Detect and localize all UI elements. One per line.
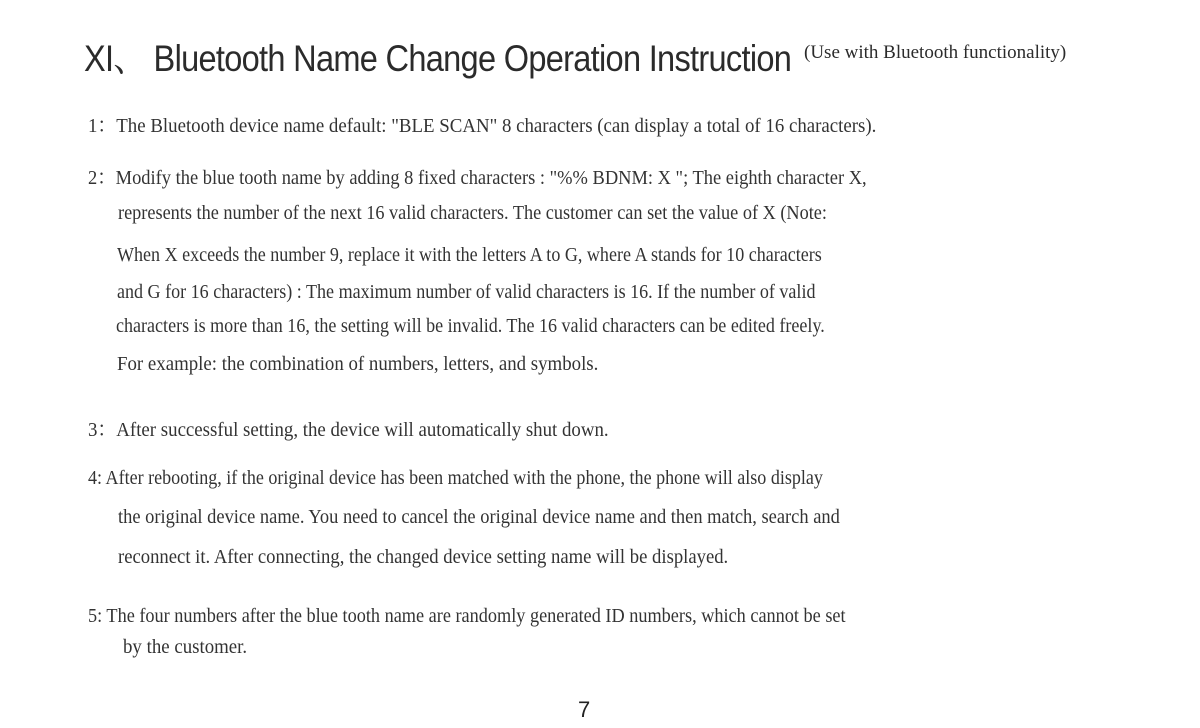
item-2-line-5: characters is more than 16, the setting will be invalid. The 16 valid characters can be edited freely. [116, 315, 825, 337]
item-2-line-3: When X exceeds the number 9, replace it with the letters A to G, where A stands for 10 characters [117, 244, 822, 266]
item-4-line-3: reconnect it. After connecting, the changed device setting name will be displayed. [118, 546, 729, 568]
item-5-line-2: by the customer. [123, 636, 248, 658]
page-number: 7 [578, 697, 591, 722]
page-title: XI、 Bluetooth Name Change Operation Instruction [84, 38, 792, 79]
item-4-line-2: the original device name. You need to cancel the original device name and then match, search and [118, 506, 840, 528]
item-1-line-1: 1：The Bluetooth device name default: "BLE SCAN" 8 characters (can display a total of 16 characters). [88, 115, 877, 137]
item-3-line-1: 3：After successful setting, the device will automatically shut down. [88, 419, 609, 441]
section-heading [84, 28, 888, 82]
item-2-line-2: represents the number of the next 16 valid characters. The customer can set the value of X (Note: [118, 202, 827, 224]
title-note: (Use with Bluetooth functionality) [804, 42, 1067, 63]
item-2-line-1: 2：Modify the blue tooth name by adding 8 fixed characters : "%% BDNM: X "; The eighth character X, [88, 167, 867, 189]
item-2-line-6: For example: the combination of numbers, letters, and symbols. [117, 353, 599, 375]
item-5-line-1: 5: The four numbers after the blue tooth name are randomly generated ID numbers, which cannot be set [88, 605, 846, 627]
item-2-line-4: and G for 16 characters) : The maximum number of valid characters is 16. If the number of valid [117, 281, 816, 303]
item-4-line-1: 4: After rebooting, if the original device has been matched with the phone, the phone will also display [88, 467, 823, 489]
